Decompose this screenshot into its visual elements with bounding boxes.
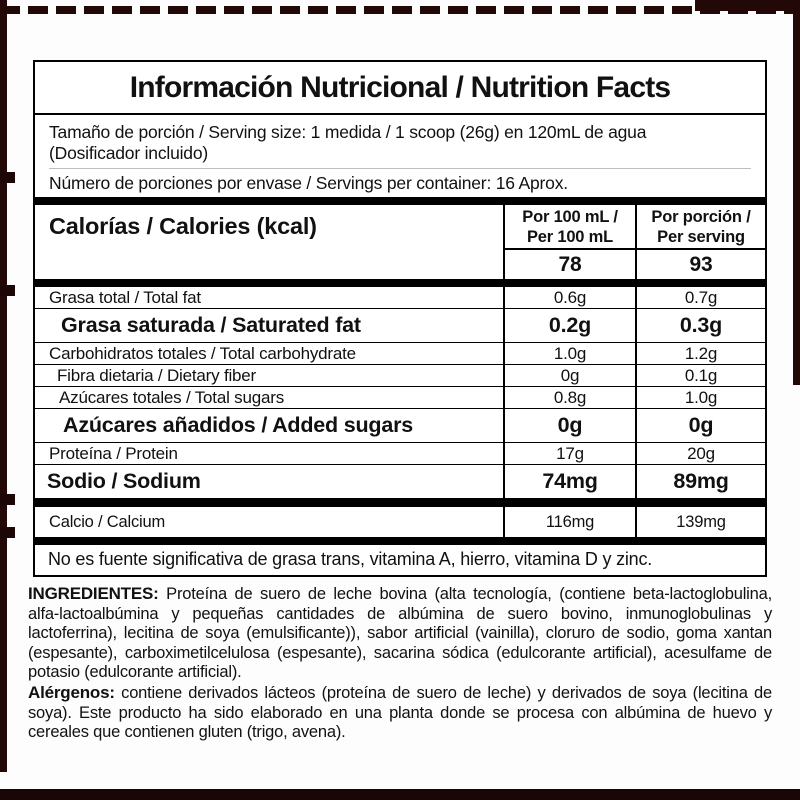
calories-per-100ml-value: 78 — [558, 252, 582, 276]
print-mark-top-dashes — [0, 6, 800, 14]
serving-divider — [49, 168, 751, 169]
serving-size-text: Tamaño de porción / Serving size: 1 medida / 1 scoop (26g) en 120mL de agua — [49, 122, 647, 142]
serving-info-block — [35, 115, 765, 197]
calories-label: Calorías / Calories (kcal) — [49, 213, 317, 239]
per-100ml-column — [503, 205, 635, 279]
nutrient-row-dietary-fiber: Fibra dietaria / Dietary fiber 0g 0.1g — [35, 365, 765, 387]
print-mark-bottom-bar — [0, 789, 800, 800]
per-serving-header: Por porción / Per serving — [637, 205, 765, 250]
allergens-paragraph — [28, 683, 772, 743]
print-registration-mark — [0, 494, 15, 505]
print-registration-mark — [0, 172, 15, 183]
nutrient-row-saturated-fat: Grasa saturada / Saturated fat 0.2g 0.3g — [35, 309, 765, 343]
nutrient-row-added-sugars: Azúcares añadidos / Added sugars 0g 0g — [35, 409, 765, 443]
footnote: No es fuente significativa de grasa trans, vitamina A, hierro, vitamina D y zinc. — [48, 548, 653, 569]
per-100ml-header: Por 100 mL / Per 100 mL — [505, 205, 635, 250]
ingredients-text: Proteína de suero de leche bovina (alta tecnología, (contiene beta-lactoglobulina, alfa-lactoalbúmina y pequeñas cantidades de albúmina de suero bovino, inmunoglobulinas y lactoferrina), lecitina de soya (emulsificante)), sabor artificial (vainilla), cloruro de sodio, goma xantan (espesante), carboximetilcelulosa (espesante), sacarina sódica (edulcorante artificial), acesulfame de potasio (edulcorante artificial). — [28, 585, 772, 681]
calories-per-serving-value: 93 — [689, 252, 713, 276]
ingredients-paragraph — [28, 584, 772, 683]
print-registration-mark — [0, 527, 15, 538]
nutrient-row-carbohydrate: Carbohidratos totales / Total carbohydrate 1.0g 1.2g — [35, 343, 765, 365]
thick-divider-bar — [35, 499, 765, 507]
calories-row — [35, 205, 765, 279]
nutrient-row-total-sugars: Azúcares totales / Total sugars 0.8g 1.0g — [35, 387, 765, 409]
ingredients-heading: INGREDIENTES: — [28, 584, 159, 603]
servings-per-container-text: Número de porciones por envase / Servings per container: 16 Aprox. — [49, 173, 568, 193]
nutrient-row-total-fat: Grasa total / Total fat 0.6g 0.7g — [35, 287, 765, 309]
panel-title: Información Nutricional / Nutrition Facts — [35, 62, 765, 115]
per-serving-column — [635, 205, 765, 279]
print-mark-top-right — [695, 0, 800, 11]
nutrient-row-calcium: Calcio / Calcium 116mg 139mg — [35, 507, 765, 537]
allergens-heading: Alérgenos: — [28, 683, 115, 702]
thick-divider-bar — [35, 537, 765, 545]
allergens-text: contiene derivados lácteos (proteína de suero de leche) y derivados de soya (lecitina de soya). Este producto ha sido elaborado en una planta donde se procesa con albúmina de huevo y cereales que contienen gluten (trigo, avena). — [28, 684, 773, 741]
print-mark-left-strip — [0, 0, 7, 772]
nutrient-row-protein: Proteína / Protein 17g 20g — [35, 443, 765, 465]
thick-divider-bar — [35, 197, 765, 205]
nutrition-facts-panel — [33, 60, 767, 577]
thick-divider-bar — [35, 279, 765, 287]
nutrient-row-sodium: Sodio / Sodium 74mg 89mg — [35, 465, 765, 499]
print-mark-right-strip — [793, 0, 800, 385]
serving-size-note: (Dosificador incluido) — [49, 143, 208, 163]
print-registration-mark — [0, 285, 15, 296]
